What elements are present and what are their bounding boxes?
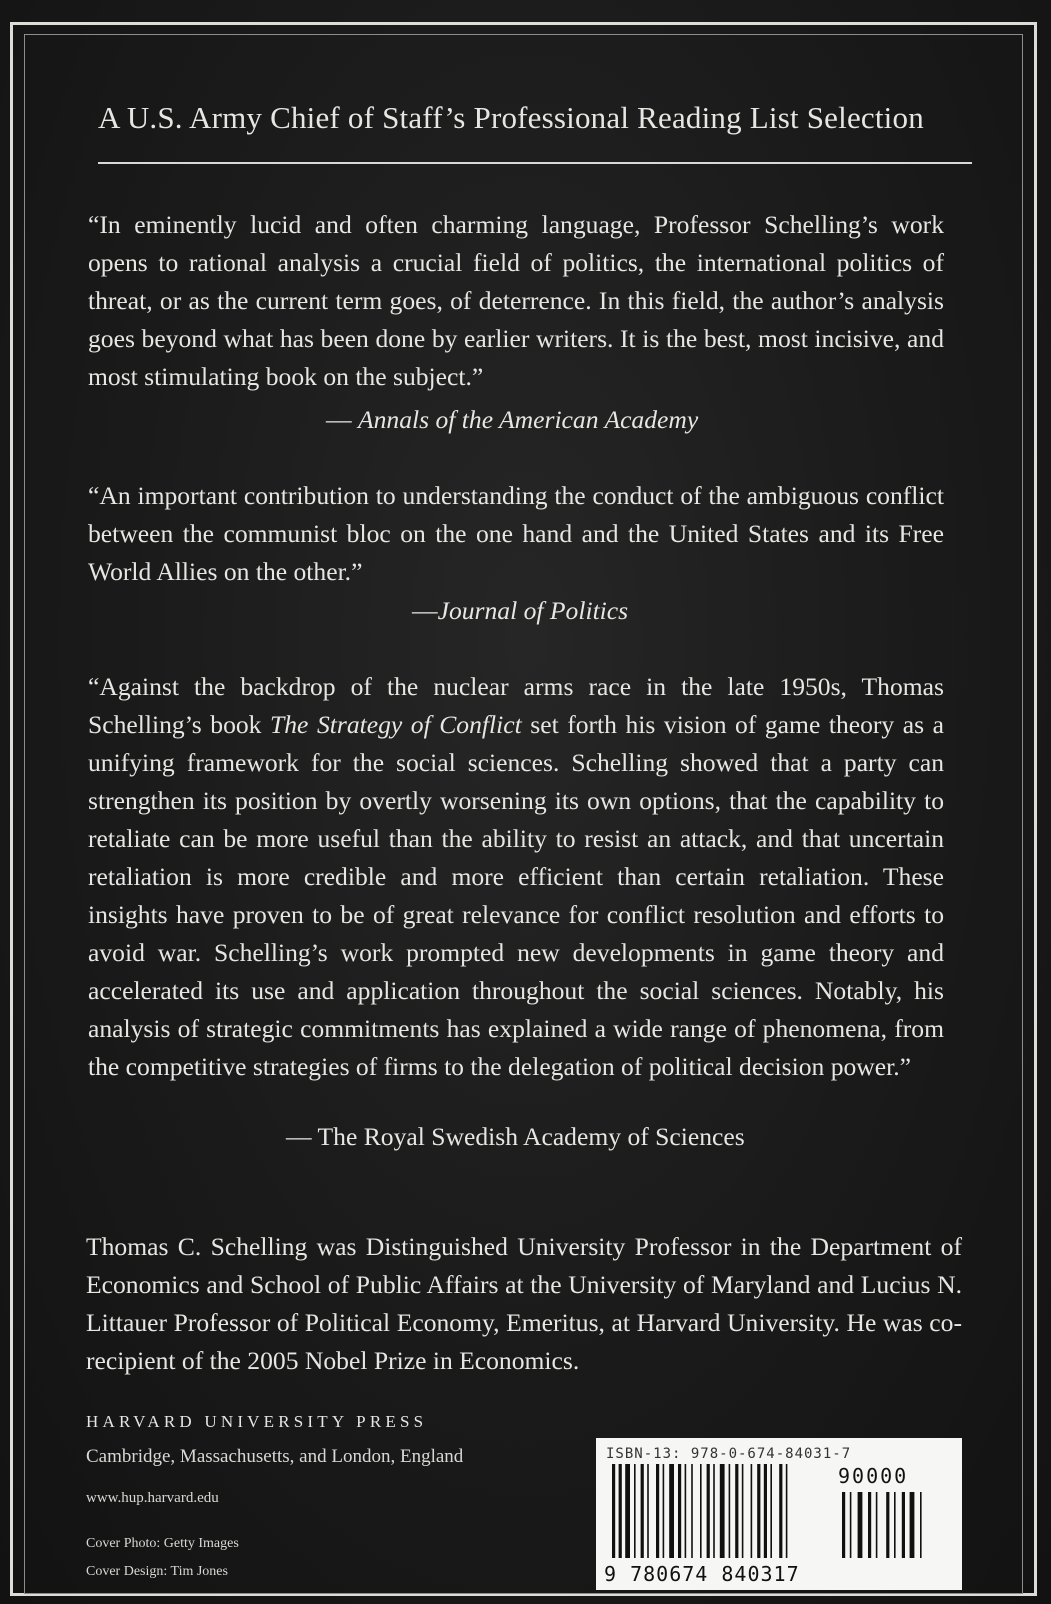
book-title: The Strategy of Conflict [270,710,522,739]
reading-list-header: A U.S. Army Chief of Staff’s Professional Reading List Selection [98,100,924,135]
publisher-name: HARVARD UNIVERSITY PRESS [86,1412,428,1431]
quote-royal-swedish-academy: “Against the backdrop of the nuclear arms race in the late 1950s, Thomas Schelling’s book The Strategy of Conflict set forth his vision of game theory as a unifying framework for the social sciences. Schelling showed that a party can strengthen its position by overtly worsening its own options, that the capability to retaliate can be more useful than the ability to resist an attack, and that uncertain retaliation is more credible and more efficient than certain retaliation. These insights have proven to be of great relevance for conflict resolution and efforts to avoid war. Schelling’s work prompted new developments in game theory and accelerated its use and application throughout the social sciences. Notably, his analysis of strategic commitments has explained a wide range of phenomena, from the competitive strategies of firms to the delegation of political decision power.” [88,672,944,1081]
isbn-barcode [596,1438,962,1590]
attribution-annals: — Annals of the American Academy [326,405,699,434]
price-code: 90000 [838,1464,909,1488]
cover-design-credit: Cover Design: Tim Jones [86,1564,228,1579]
publisher-location: Cambridge, Massachusetts, and London, England [86,1446,464,1467]
header-divider [98,162,972,164]
barcode-digits: 9 780674 840317 [604,1562,800,1586]
author-bio: Thomas C. Schelling was Distinguished University Professor in the Department of Economics and School of Public Affairs at the University of Maryland and Lucius N. Littauer Professor of Political Economy, Emeritus, at Harvard University. He was co-recipient of the 2005 Nobel Prize in Economics. [86,1232,962,1375]
attribution-royal-swedish-academy: — The Royal Swedish Academy of Sciences [286,1122,745,1151]
publisher-url: www.hup.harvard.edu [86,1490,219,1506]
isbn-label: ISBN-13: 978-0-674-84031-7 [606,1446,852,1462]
attribution-journal-of-politics: —Journal of Politics [412,596,629,625]
cover-photo-credit: Cover Photo: Getty Images [86,1536,239,1551]
quote-journal-of-politics: “An important contribution to understanding the conduct of the ambiguous conflict between the communist bloc on the one hand and the United States and its Free World Allies on the other.” [88,481,944,586]
quote-annals: “In eminently lucid and often charming language, Professor Schelling’s work opens to rational analysis a crucial field of politics, the international politics of threat, or as the current term goes, of deterrence. In this field, the author’s analysis goes beyond what has been done by earlier writers. It is the best, most incisive, and most stimulating book on the subject.” [88,210,944,391]
